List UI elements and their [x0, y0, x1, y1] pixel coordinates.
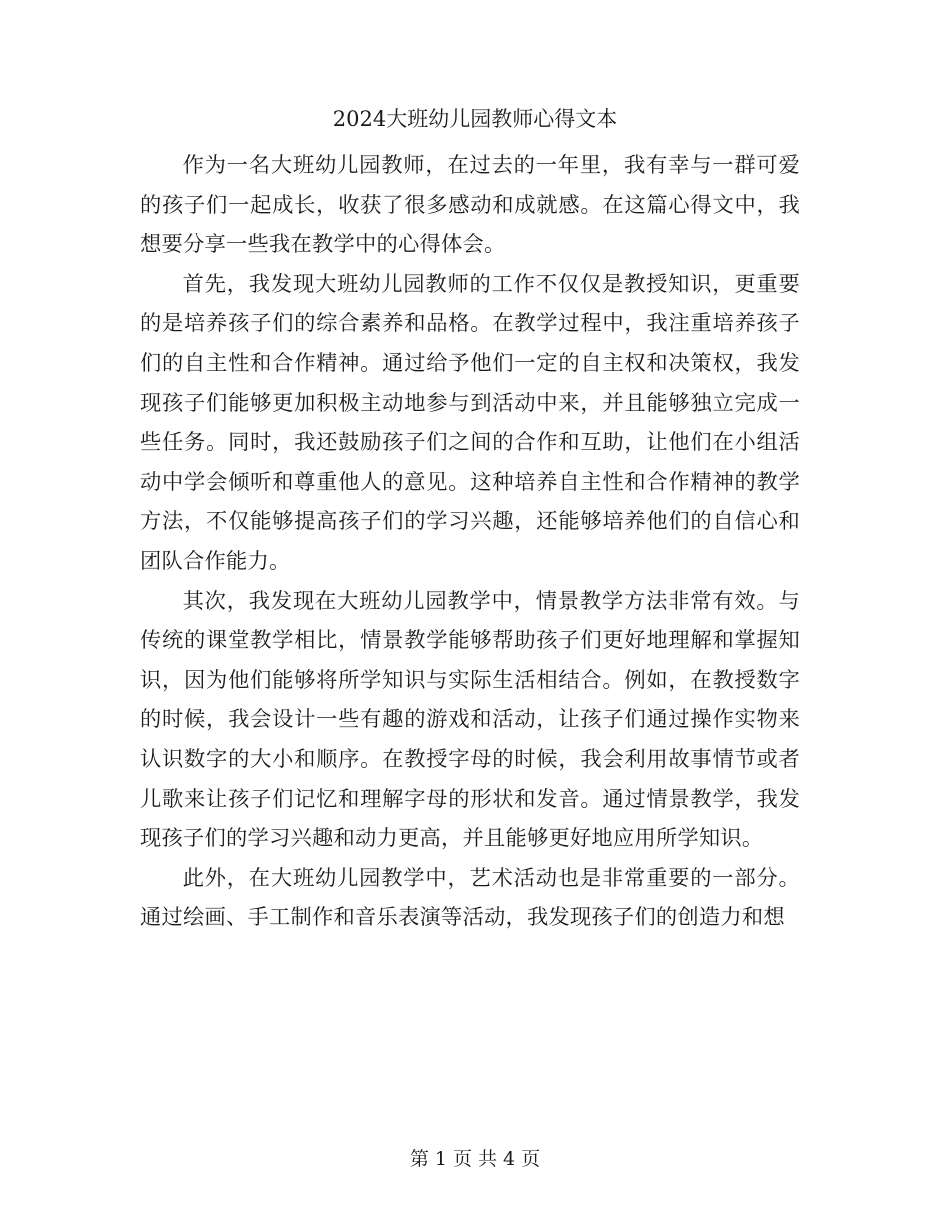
- page-number-footer: 第 1 页 共 4 页: [409, 1148, 541, 1170]
- paragraph-first: 首先，我发现大班幼儿园教师的工作不仅仅是教授知识，更重要的是培养孩子们的综合素养和品格。在教学过程中，我注重培养孩子们的自主性和合作精神。通过给予他们一定的自主权和决策权，我发现孩子们能够更加积极主动地参与到活动中来，并且能够独立完成一些任务。同时，我还鼓励孩子们之间的合作和互助，让他们在小组活动中学会倾听和尊重他人的意见。这种培养自主性和合作精神的教学方法，不仅能够提高孩子们的学习兴趣，还能够培养他们的自信心和团队合作能力。: [140, 271, 800, 574]
- paragraph-third: 此外，在大班幼儿园教学中，艺术活动也是非常重要的一部分。通过绘画、手工制作和音乐表演等活动，我发现孩子们的创造力和想: [140, 865, 800, 931]
- document-body: [140, 146, 800, 938]
- paragraph-intro: 作为一名大班幼儿园教师，在过去的一年里，我有幸与一群可爱的孩子们一起成长，收获了很多感动和成就感。在这篇心得文中，我想要分享一些我在教学中的心得体会。: [140, 153, 800, 258]
- document-title: 2024大班幼儿园教师心得文本: [332, 107, 618, 131]
- paragraph-second: 其次，我发现在大班幼儿园教学中，情景教学方法非常有效。与传统的课堂教学相比，情景教学能够帮助孩子们更好地理解和掌握知识，因为他们能够将所学知识与实际生活相结合。例如，在教授数字的时候，我会设计一些有趣的游戏和活动，让孩子们通过操作实物来认识数字的大小和顺序。在教授字母的时候，我会利用故事情节或者儿歌来让孩子们记忆和理解字母的形状和发音。通过情景教学，我发现孩子们的学习兴趣和动力更高，并且能够更好地应用所学知识。: [140, 588, 800, 852]
